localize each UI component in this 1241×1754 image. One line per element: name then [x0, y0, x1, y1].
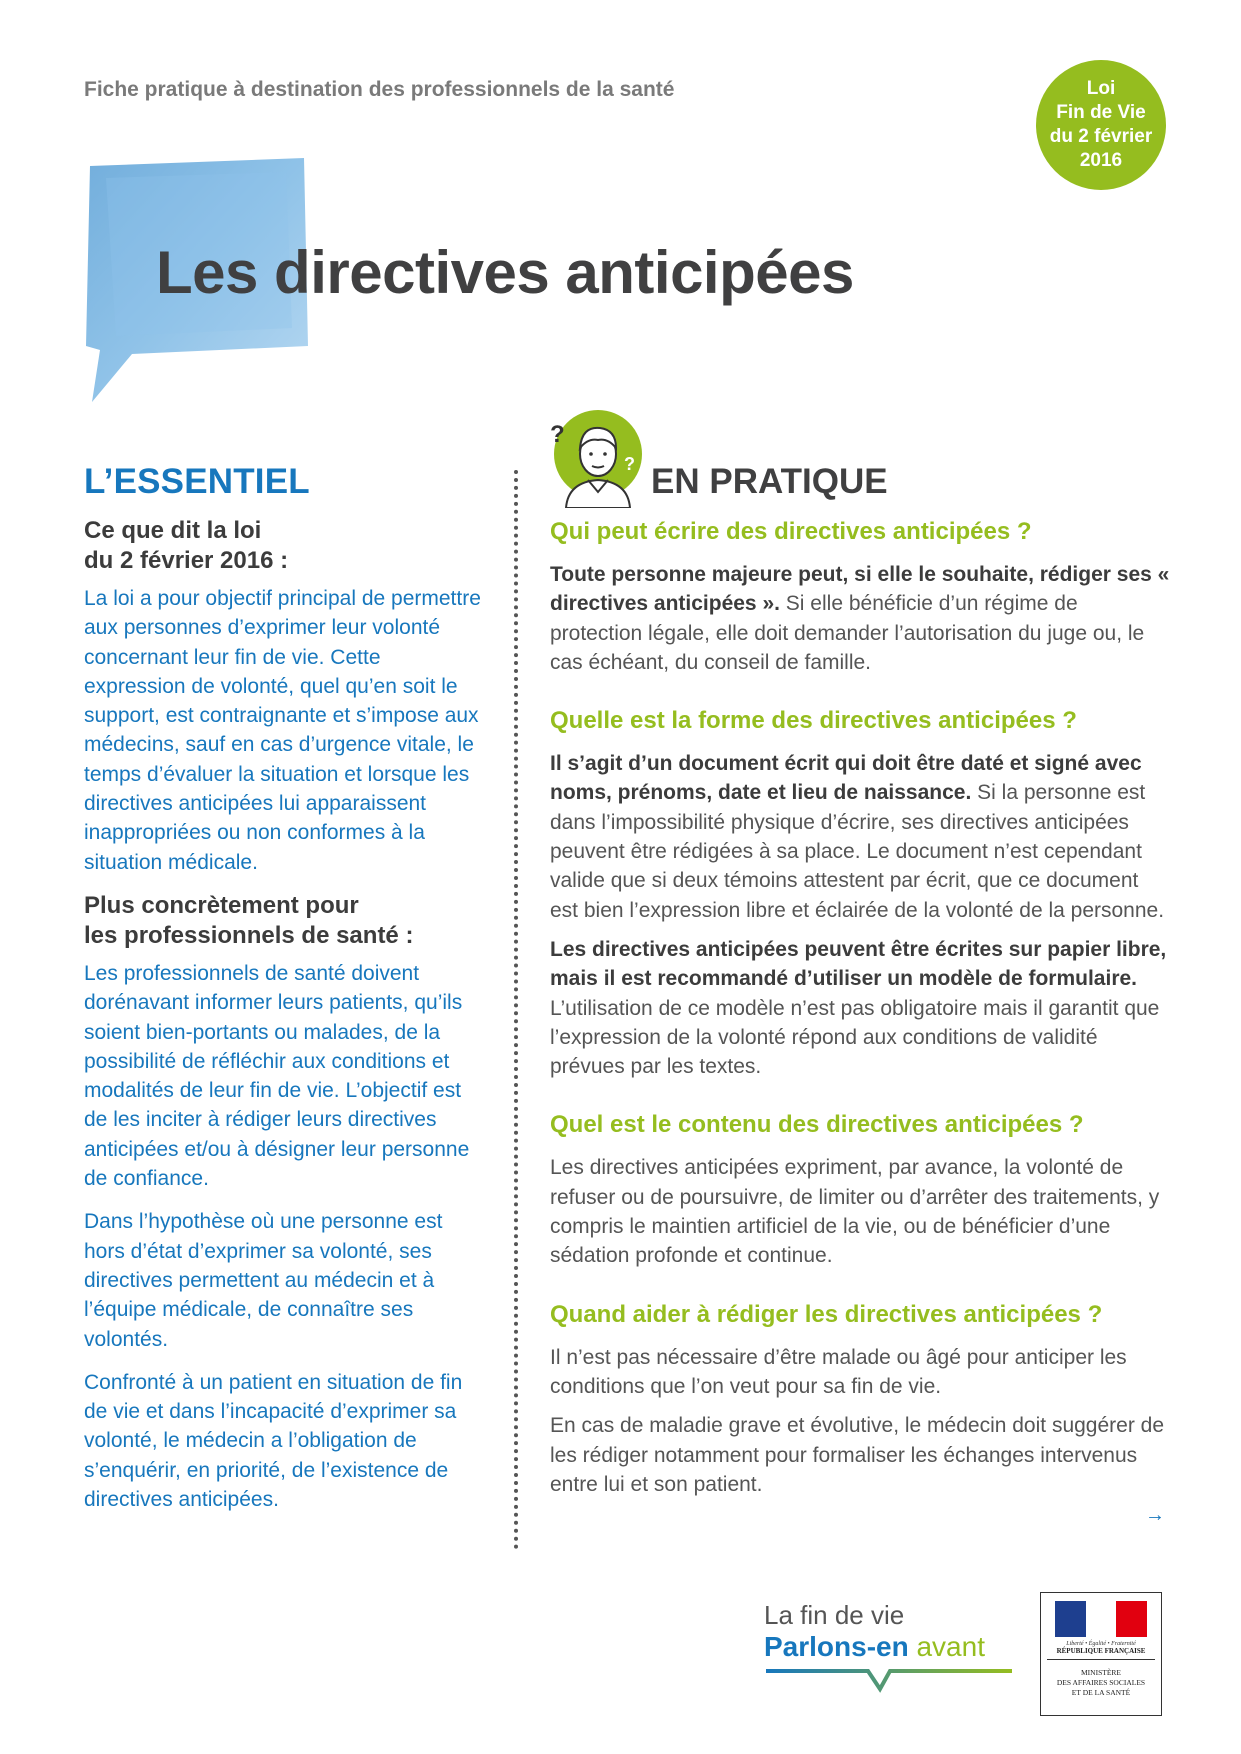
svg-text:?: ? [550, 421, 565, 448]
answer-paragraph [550, 560, 1170, 677]
law-subheading-line: du 2 février 2016 : [84, 547, 289, 574]
column-divider [514, 470, 518, 1550]
document-subtitle: Fiche pratique à destination des professionnels de la santé [84, 78, 675, 101]
professionals-subheading [84, 891, 484, 951]
essentiel-column [84, 462, 484, 1514]
pratique-heading: EN PRATIQUE [651, 462, 888, 501]
badge-line: 2016 [1079, 150, 1123, 171]
law-badge [1036, 60, 1166, 190]
question-heading: Quelle est la forme des directives anticipées ? [550, 707, 1077, 735]
logo-line-2 [764, 1631, 1024, 1663]
answer-paragraph [550, 749, 1170, 925]
answer-text: Si la personne est dans l’impossibilité physique d’écrire, ses directives anticipées peuvent être rédigées à sa place. Le document n’est cependant valide que si deux témoins attestent par écrit, que ce document est bien l’expression libre et éclairée de la volonté de la personne. [550, 781, 1165, 922]
person-question-icon [548, 408, 648, 508]
professionals-paragraph: Les professionnels de santé doivent dorénavant informer leurs patients, qu’ils soient bien-portants ou malades, de la possibilité de réfléchir aux conditions et modalités de leur fin de vie. L’objectif est de les inciter à rédiger leurs directives anticipées et/ou à désigner leur personne de confiance. [84, 961, 470, 1191]
answer-bold: Toute personne majeure peut, si elle le souhaite, rédiger ses « directives anticipées ». [550, 563, 1170, 616]
republic-name: RÉPUBLIQUE FRANÇAISE [1047, 1647, 1155, 1660]
answer-text: Si elle bénéficie d’un régime de protection légale, elle doit demander l’autorisation du juge ou, le cas échéant, du conseil de famille. [550, 592, 1145, 674]
badge-line: Loi [1086, 78, 1116, 99]
logo-line-1: La fin de vie [764, 1600, 905, 1630]
marianne-flag-icon [1055, 1601, 1147, 1637]
hypothesis-paragraph: Dans l’hypothèse où une personne est hors d’état d’exprimer sa volonté, ses directives permettent au médecin et à l’équipe médicale, de connaître ses volontés. [84, 1210, 443, 1351]
confronted-paragraph: Confronté à un patient en situation de fin de vie et dans l’incapacité d’exprimer sa volonté, le médecin a l’obligation de s’enquérir, en priorité, de l’existence de directives anticipées. [84, 1370, 463, 1512]
law-subheading [84, 516, 484, 576]
pratique-column [550, 518, 1170, 1499]
logo-line-2-bold: Parlons-en [764, 1631, 909, 1662]
ministry-line: DES AFFAIRES SOCIALES [1056, 1678, 1146, 1687]
ministry-name [1047, 1668, 1155, 1698]
republic-motto: Liberté • Égalité • Fraternité [1066, 1641, 1136, 1647]
professionals-subheading-line: les professionnels de santé : [84, 921, 414, 949]
answer-bold: Il s’agit d’un document écrit qui doit être daté et signé avec noms, prénoms, date et lieu de naissance. [550, 752, 1142, 805]
question-heading: Quel est le contenu des directives anticipées ? [550, 1111, 1084, 1139]
answer-bold: Les directives anticipées peuvent être écrites sur papier libre, mais il est recommandé d’utiliser un modèle de formulaire. [550, 937, 1167, 991]
professionals-subheading-line: Plus concrètement pour [84, 891, 359, 919]
answer-paragraph: Les directives anticipées expriment, par avance, la volonté de refuser ou de poursuivre, de limiter ou d’arrêter des traitements, y compris le maintien artificiel de la vie, ou de bénéficier d’une sédation profonde et continue. [550, 1156, 1160, 1268]
ministry-line: ET DE LA SANTÉ [1071, 1688, 1131, 1697]
answer-text: L’utilisation de ce modèle n’est pas obligatoire mais il garantit que l’expression de la volonté répond aux conditions de validité prévues par les textes. [550, 996, 1160, 1079]
question-heading: Qui peut écrire des directives anticipées ? [550, 518, 1032, 545]
badge-line: Fin de Vie [1056, 102, 1146, 123]
badge-line: du 2 février [1049, 126, 1153, 147]
answer-paragraph [550, 935, 1170, 1081]
question-heading: Quand aider à rédiger les directives anticipées ? [550, 1300, 1103, 1328]
law-subheading-line: Ce que dit la loi [84, 517, 262, 544]
logo-line-2-rest: avant [908, 1631, 985, 1662]
campaign-logo [764, 1600, 1024, 1698]
ministry-line: MINISTÈRE [1081, 1668, 1121, 1677]
law-paragraph: La loi a pour objectif principal de permettre aux personnes d’exprimer leur volonté concernant leur fin de vie. Cette expression de volonté, quel qu’en soit le support, est contraignante et s’impose aux médecins, sauf en cas d’urgence vitale, le temps d’évaluer la situation et lorsque les directives anticipées lui apparaissent inappropriées ou non conformes à la situation médicale. [84, 587, 481, 874]
next-page-arrow-icon[interactable]: → [1145, 1504, 1165, 1526]
essentiel-heading: L’ESSENTIEL [84, 462, 310, 501]
page-title: Les directives anticipées [156, 239, 854, 306]
answer-paragraph: Il n’est pas nécessaire d’être malade ou âgé pour anticiper les conditions que l’on veut pour sa fin de vie. [550, 1345, 1127, 1398]
svg-text:?: ? [624, 454, 635, 474]
speech-line-icon [764, 1665, 1014, 1693]
ministry-logo [1040, 1592, 1162, 1716]
answer-paragraph: En cas de maladie grave et évolutive, le médecin doit suggérer de les rédiger notamment pour formaliser les échanges intervenus entre lui et son patient. [550, 1414, 1165, 1496]
